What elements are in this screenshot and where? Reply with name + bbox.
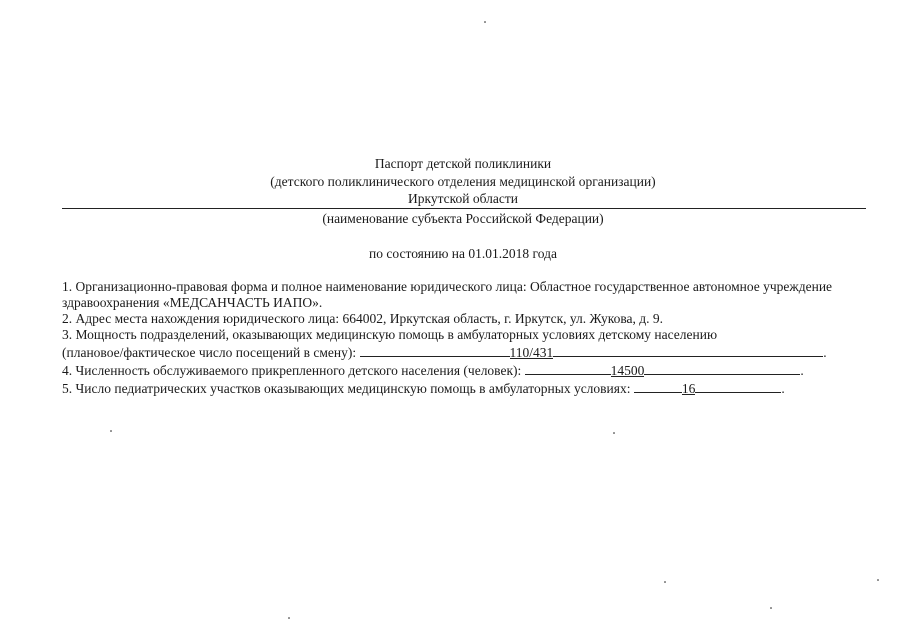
item-5-end: . [781,381,785,396]
item-3-value-blank [510,345,554,359]
region-caption: (наименование субъекта Российской Федерации) [322,211,604,226]
item-3-line-1: 3. Мощность подразделений, оказывающих медицинскую помощь в амбулаторных условиях детскому населению [62,327,718,342]
region-underline [62,208,866,209]
scan-speck [288,617,290,619]
item-3-end: . [823,345,827,360]
item-5-value-blank [682,381,696,395]
item-2: 2. Адрес места нахождения юридического лица: 664002, Иркутская область, г. Иркутск, ул. Жукова, д. 9. [62,311,664,326]
scan-speck [877,579,879,581]
item-4-label: 4. Численность обслуживаемого прикрепленного детского населения (человек): [62,363,522,378]
item-5 [62,379,862,397]
region-name: Иркутской области [407,191,519,206]
document-title: Паспорт детской поликлиники [374,156,552,171]
item-4-value: 14500 [610,363,645,378]
passport-items [62,279,862,397]
item-3-value: 110/431 [509,345,554,360]
item-5-value: 16 [681,381,696,396]
scan-speck [110,430,112,432]
scan-speck [664,581,666,583]
item-3-blank-left [360,343,510,357]
document-subtitle: (детского поликлинического отделения медицинской организации) [270,174,656,189]
status-date: по состоянию на 01.01.2018 года [369,246,557,261]
item-5-label: 5. Число педиатрических участков оказывающих медицинскую помощь в амбулаторных условиях: [62,381,631,396]
scan-speck [484,21,486,23]
item-4-value-blank [611,363,645,377]
item-5-blank-right [695,379,781,393]
item-4-blank-right [644,361,800,375]
item-3-line-2 [62,343,862,361]
item-3-label: (плановое/фактическое число посещений в смену): [62,345,357,360]
item-4-blank-left [525,361,611,375]
item-4 [62,361,862,379]
scan-speck [613,432,615,434]
item-5-blank-left [634,379,682,393]
scan-speck [770,607,772,609]
item-3-blank-right [553,343,823,357]
item-4-end: . [800,363,804,378]
item-1: 1. Организационно-правовая форма и полное наименование юридического лица: Областное государственное автономное учреждение здравоохранения «МЕДСАНЧАСТЬ ИАПО». [62,279,833,310]
